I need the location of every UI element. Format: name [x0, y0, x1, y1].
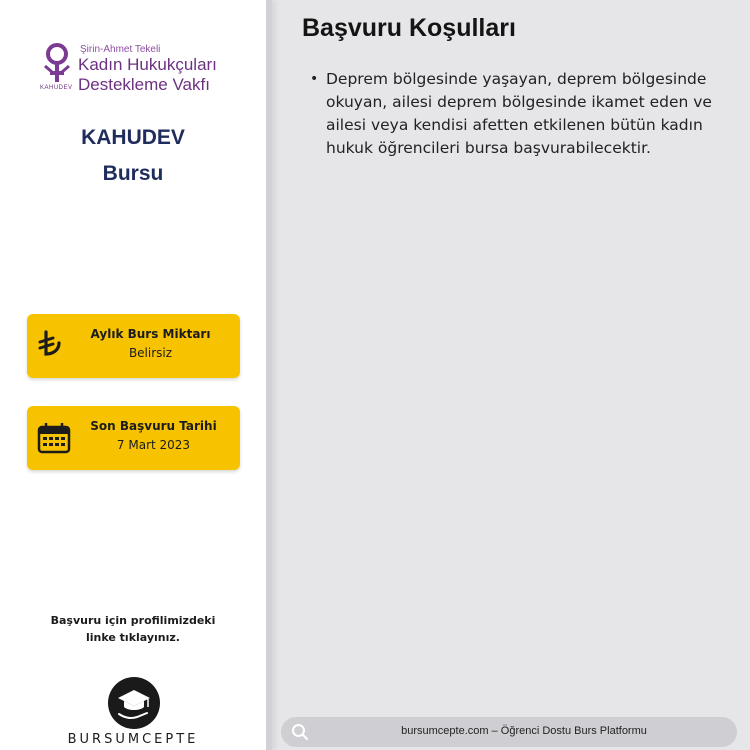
apply-note	[30, 612, 236, 646]
apply-note-line2: linke tıklayınız.	[85, 631, 180, 644]
monthly-amount-card	[27, 314, 240, 378]
foundation-name-line2: Destekleme Vakfı	[78, 75, 210, 94]
monthly-amount-label: Aylık Burs Miktarı	[90, 327, 211, 341]
search-icon[interactable]	[291, 723, 309, 741]
apply-note-line1: Başvuru için profilimizdeki	[50, 614, 216, 627]
turkish-lira-icon	[37, 330, 63, 360]
page-title: Başvuru Koşulları	[302, 14, 516, 42]
foundation-logo	[40, 40, 240, 100]
condition-text: Deprem bölgesinde yaşayan, deprem bölgesinde okuyan, ailesi deprem bölgesinde ikamet eden ve ailesi veya kendisi afetten etkilenen bütün kadın hukuk öğrencileri bursa başvurabilecektir.	[326, 70, 712, 157]
deadline-label: Son Başvuru Tarihi	[90, 419, 217, 433]
foundation-abbreviation: KAHUDEV	[40, 85, 73, 91]
footer-link[interactable]: bursumcepte.com – Öğrenci Dostu Burs Platformu	[401, 725, 647, 737]
brand-name: BURSUMCEPTE	[67, 732, 199, 747]
graduation-cap-hand-icon	[107, 676, 161, 730]
footer-bar[interactable]	[281, 717, 737, 747]
scholarship-title-line2: Bursu	[102, 162, 164, 185]
foundation-name-line1: Kadın Hukukçuları	[78, 55, 217, 74]
foundation-tagline: Şirin-Ahmet Tekeli	[80, 44, 161, 55]
conditions-list	[310, 68, 730, 160]
sidebar	[0, 0, 272, 750]
female-symbol-icon	[42, 42, 72, 86]
calendar-icon	[37, 422, 71, 454]
deadline-value: 7 Mart 2023	[116, 438, 191, 452]
monthly-amount-value: Belirsiz	[128, 346, 173, 360]
bullet-icon: •	[310, 71, 319, 87]
scholarship-title-line1: KAHUDEV	[81, 126, 185, 149]
list-item	[310, 68, 730, 160]
deadline-card	[27, 406, 240, 470]
